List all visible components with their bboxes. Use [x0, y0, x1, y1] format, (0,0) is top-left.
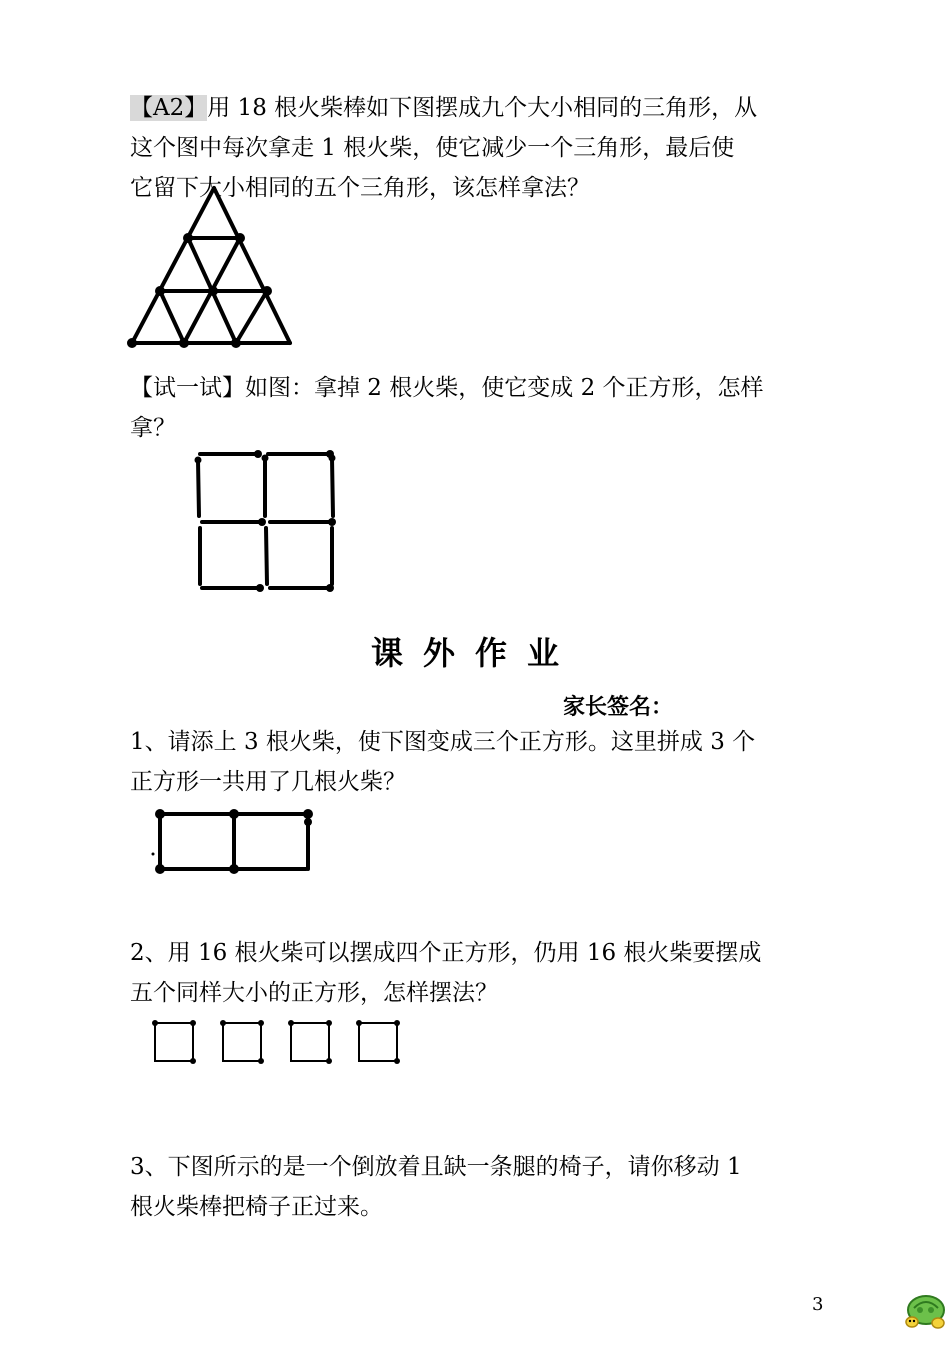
turtle-logo-icon — [900, 1286, 950, 1336]
page-number: 3 — [812, 1294, 824, 1315]
question-3-line1: 3、下图所示的是一个倒放着且缺一条腿的椅子，请你移动 1 — [130, 1154, 742, 1180]
try-it-text — [130, 368, 830, 448]
try-it-line1: 【试一试】如图：拿掉 2 根火柴，使它变成 2 个正方形，怎样 — [130, 375, 764, 401]
two-squares-matchstick-figure — [148, 802, 328, 882]
question-1-line2: 正方形一共用了几根火柴？ — [130, 769, 406, 795]
problem-a2-tag: 【A2】 — [130, 95, 208, 121]
question-3-line2: 根火柴棒把椅子正过来。 — [130, 1194, 383, 1220]
question-2-line2: 五个同样大小的正方形，怎样摆法？ — [130, 980, 498, 1006]
question-1-text — [130, 722, 830, 802]
question-2-text — [130, 933, 830, 1013]
four-separate-squares-figure — [145, 1015, 405, 1070]
question-1-line1: 1、请添上 3 根火柴，使下图变成三个正方形。这里拼成 3 个 — [130, 729, 756, 755]
parent-signature-label: 家长签名： — [563, 695, 674, 720]
problem-a2-line2: 这个图中每次拿走 1 根火柴，使它减少一个三角形，最后使 — [130, 135, 735, 161]
problem-a2-line3: 它留下大小相同的五个三角形，该怎样拿法？ — [130, 175, 590, 201]
question-2-line1: 2、用 16 根火柴可以摆成四个正方形，仍用 16 根火柴要摆成 — [130, 940, 762, 966]
triangle-matchstick-figure — [120, 180, 300, 355]
try-it-line2: 拿？ — [130, 415, 176, 441]
four-squares-matchstick-figure — [190, 448, 340, 598]
homework-title: 课外作业 — [370, 634, 579, 672]
question-3-text — [130, 1147, 830, 1227]
problem-a2-line1: 【A2】用 18 根火柴棒如下图摆成九个大小相同的三角形，从 — [130, 95, 758, 121]
